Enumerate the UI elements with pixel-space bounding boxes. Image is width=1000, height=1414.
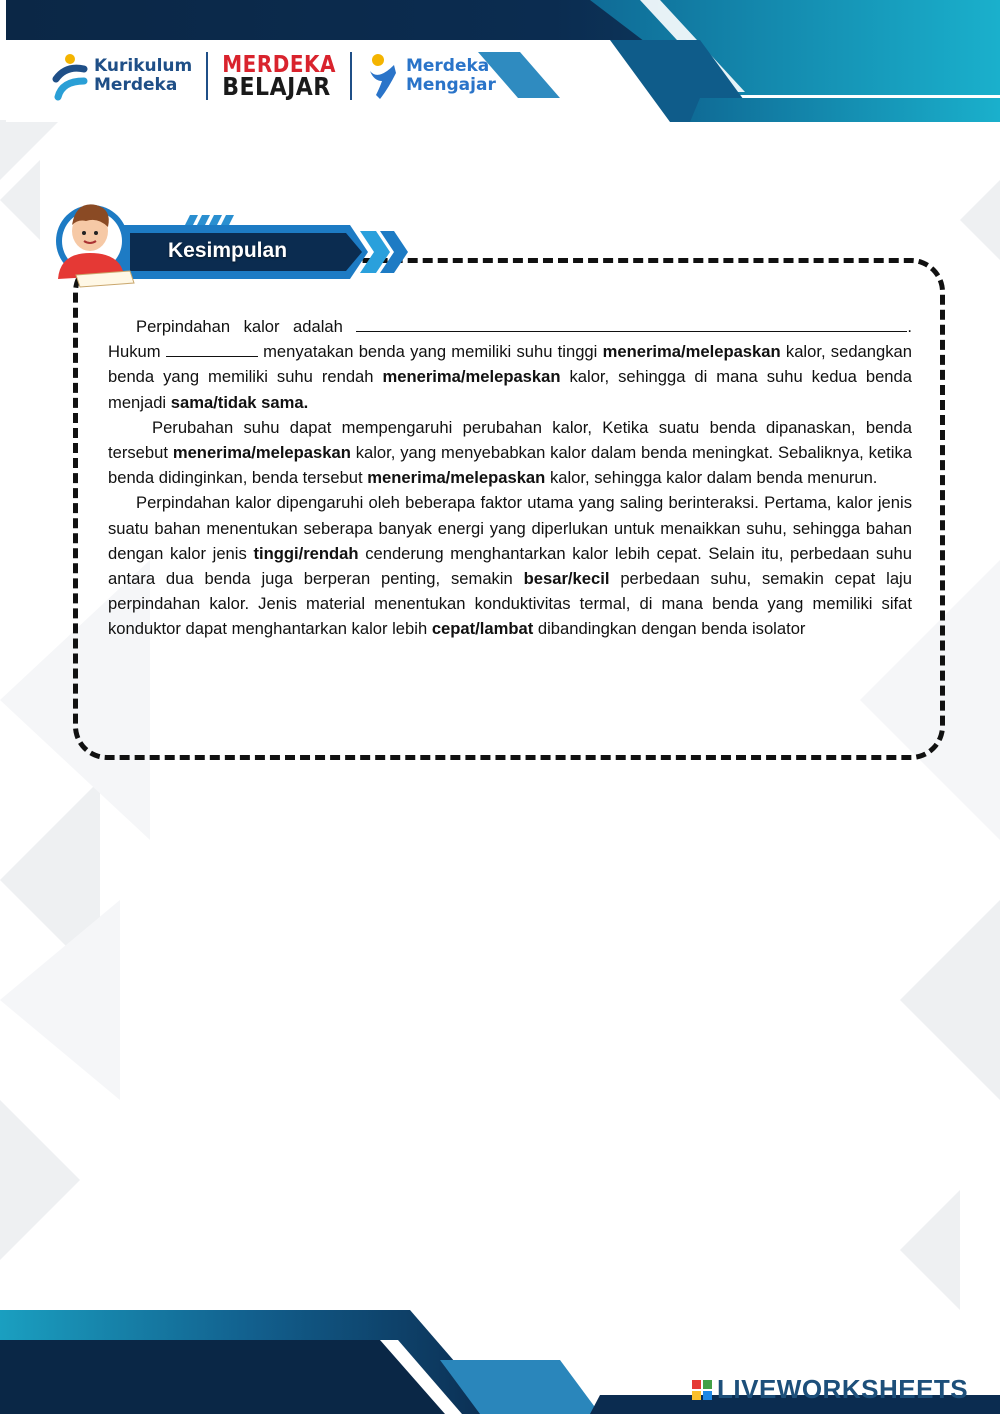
header-logos <box>52 46 496 106</box>
liveworksheets-icon <box>692 1380 712 1400</box>
choice-option[interactable]: tinggi/rendah <box>253 543 359 563</box>
paragraph-3 <box>108 490 912 641</box>
logo2-line2: BELAJAR <box>222 73 331 102</box>
logo2-line1: MERDEKA <box>222 50 336 78</box>
paragraph-2 <box>108 415 912 491</box>
choice-option[interactable]: cepat/lambat <box>431 619 534 639</box>
merdeka-belajar-logo <box>222 52 336 100</box>
paragraph-1 <box>108 314 912 415</box>
choice-option[interactable]: menerima/melepaskan <box>367 468 546 488</box>
p2-text-3: kalor, sehingga kalor dalam benda menurun. <box>549 468 878 488</box>
p2-text-2: kalor, yang menyebabkan kalor dalam benda meningkat. Sebaliknya, ketika benda didinginkan, benda tersebut <box>108 443 912 488</box>
choice-option[interactable]: sama/tidak sama. <box>170 392 309 412</box>
liveworksheets-brand: LIVEWORKSHEETS <box>717 1374 969 1404</box>
p1-text-5: kalor, sedangkan benda yang memiliki suhu rendah <box>108 342 912 387</box>
section-title: Kesimpulan <box>168 239 288 262</box>
conclusion-text <box>108 314 912 642</box>
p2-text-1: Perubahan suhu dapat mempengaruhi perubahan kalor, Ketika suatu benda dipanaskan, benda tersebut <box>108 417 912 463</box>
answer-blank-definition[interactable] <box>356 315 907 332</box>
p3-text-3: perbedaan suhu, semakin cepat laju perpindahan kalor. Jenis material menentukan konduktivitas termal, di mana benda yang memiliki sifat konduktor dapat menghantarkan kalor lebih <box>108 569 912 639</box>
answer-blank-law[interactable] <box>166 340 258 357</box>
p3-text-4: dibandingkan dengan benda isolator <box>537 619 806 639</box>
logo3-line2: Mengajar <box>405 75 496 95</box>
logo1-line1: Kurikulum <box>94 56 193 76</box>
kurikulum-merdeka-icon <box>52 51 88 101</box>
p1-text-2: . <box>907 317 912 336</box>
p1-text-1: Perpindahan kalor adalah <box>136 317 343 336</box>
p1-text-4: menyatakan benda yang memiliki suhu tinggi <box>263 342 598 362</box>
choice-option[interactable]: menerima/melepaskan <box>602 342 781 362</box>
kurikulum-merdeka-logo <box>52 51 192 101</box>
liveworksheets-logo <box>692 1374 968 1405</box>
logo-divider <box>206 52 208 100</box>
logo-divider <box>350 52 352 100</box>
choice-option[interactable]: besar/kecil <box>523 569 610 589</box>
logo1-line2: Merdeka <box>94 75 178 95</box>
p3-text-2: cenderung menghantarkan kalor lebih cepat. Selain itu, perbedaan suhu antara dua benda juga berperan penting, semakin <box>108 543 912 589</box>
logo3-line1: Merdeka <box>405 56 490 76</box>
p1-text-3: Hukum <box>108 342 161 362</box>
choice-option[interactable]: menerima/melepaskan <box>172 443 351 463</box>
choice-option[interactable]: menerima/melepaskan <box>382 367 561 387</box>
p1-text-6: kalor, sehingga di mana suhu kedua benda menjadi <box>108 367 912 412</box>
p3-text-1: Perpindahan kalor dipengaruhi oleh beberapa faktor utama yang saling berinteraksi. Pertama, kalor jenis suatu bahan menentukan seberapa banyak energi yang diperlukan untuk menaikkan suhu, sehingga bahan dengan kalor jenis <box>108 493 912 563</box>
merdeka-mengajar-icon <box>366 51 400 101</box>
boy-illustration <box>56 204 134 287</box>
merdeka-mengajar-logo <box>366 51 496 101</box>
